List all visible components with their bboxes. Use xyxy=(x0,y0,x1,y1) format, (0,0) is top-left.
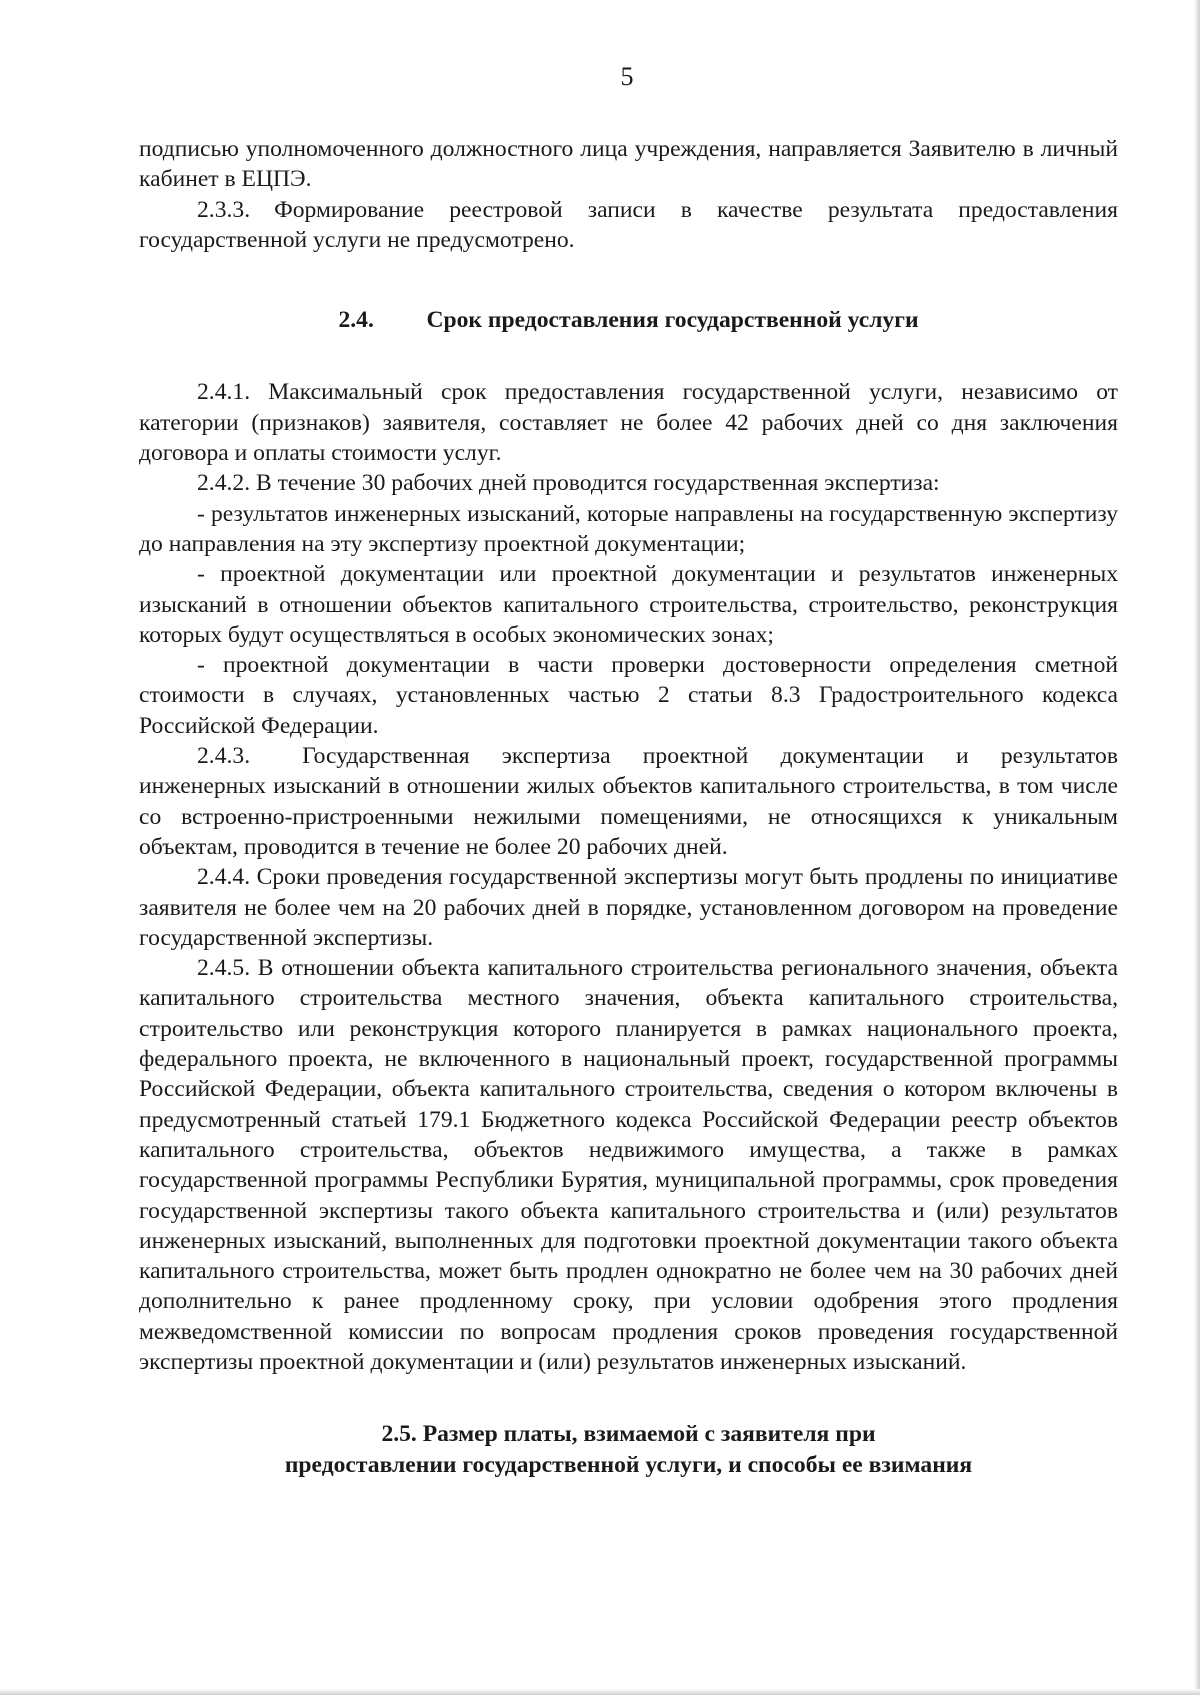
paragraph-continuation: подписью уполномоченного должностного лица учреждения, направляется Заявителю в личный кабинет в ЕЦПЭ. xyxy=(139,136,1118,193)
paragraph-2-4-5: 2.4.5. В отношении объекта капитального строительства регионального значения, объекта капитального строительства местного значения, объекта капитального строительства, строительство или реконструкция которого планируется в рамках национального проекта, федерального проекта, не включенного в национальный проект, государственной программы Российской Федерации, объекта капитального строительства, сведения о котором включены в предусмотренный статьей 179.1 Бюджетного кодекса Российской Федерации реестр объектов капитального строительства, объектов недвижимого имущества, а также в рамках государственной программы Республики Бурятия, муниципальной программы, срок проведения государственной экспертизы такого объекта капитального строительства и (или) результатов инженерных изысканий, выполненных для подготовки проектной документации такого объекта капитального строительства, может быть продлен однократно не более чем на 30 рабочих дней дополнительно к ранее продленному сроку, при условии одобрения этого продления межведомственной комиссии по вопросам продления сроков проведения государственной экспертизы проектной документации и (или) результатов инженерных изысканий. xyxy=(139,955,1118,1375)
paragraph-2-4-3 xyxy=(139,741,1118,862)
section-title-line-2: предоставлении государственной услуги, и способы ее взимания xyxy=(284,1452,973,1479)
clause-text: Формирование реестровой записи в качестве результата предоставления государственной услуги не предусмотрено. xyxy=(139,196,1118,253)
list-item: - результатов инженерных изысканий, которые направлены на государственную экспертизу до направления на эту экспертизу проектной документации; xyxy=(139,500,1118,557)
scan-edge xyxy=(1194,0,1200,1695)
paragraph-2-4-1: 2.4.1. Максимальный срок предоставления государственной услуги, независимо от категории (признаков) заявителя, составляет не более 42 рабочих дней со дня заключения договора и оплаты стоимости услуг. xyxy=(139,379,1118,467)
list-item: - проектной документации или проектной документации и результатов инженерных изысканий в отношении объектов капитального строительства, строительство, реконструкция которых будут осуществляться в особых экономических зонах; xyxy=(139,561,1118,648)
scan-edge xyxy=(0,1689,1200,1695)
section-number: 2.4. xyxy=(338,307,374,334)
section-heading-2-4 xyxy=(139,305,1118,335)
clause-number: 2.3.3. xyxy=(197,196,251,223)
clause-text: Государственная экспертиза проектной документации и результатов инженерных изысканий в отношении жилых объектов капитального строительства, в том числе со встроенно-пристроенными нежилыми помещениями, не относящихся к уникальным объектам, проводится в течение не более 20 рабочих дней. xyxy=(139,743,1118,860)
section-title-line-1: 2.5. Размер платы, взимаемой с заявителя при xyxy=(381,1421,876,1448)
paragraph-2-3-3 xyxy=(139,195,1118,256)
section-heading-2-5 xyxy=(139,1419,1118,1481)
paragraph-2-4-2: 2.4.2. В течение 30 рабочих дней проводится государственная экспертиза: xyxy=(197,470,940,497)
document-body xyxy=(139,134,1118,1481)
section-title: Срок предоставления государственной услуги xyxy=(426,307,919,334)
page-number: 5 xyxy=(620,62,634,91)
clause-number: 2.4.3. xyxy=(197,743,251,770)
paragraph-2-4-4: 2.4.4. Сроки проведения государственной экспертизы могут быть продлены по инициативе заявителя не более чем на 20 рабочих дней в порядке, установленном договором на проведение государственной экспертизы. xyxy=(139,864,1118,951)
list-item: - проектной документации в части проверки достоверности определения сметной стоимости в случаях, установленных частью 2 статьи 8.3 Градостроительного кодекса Российской Федерации. xyxy=(139,652,1118,739)
